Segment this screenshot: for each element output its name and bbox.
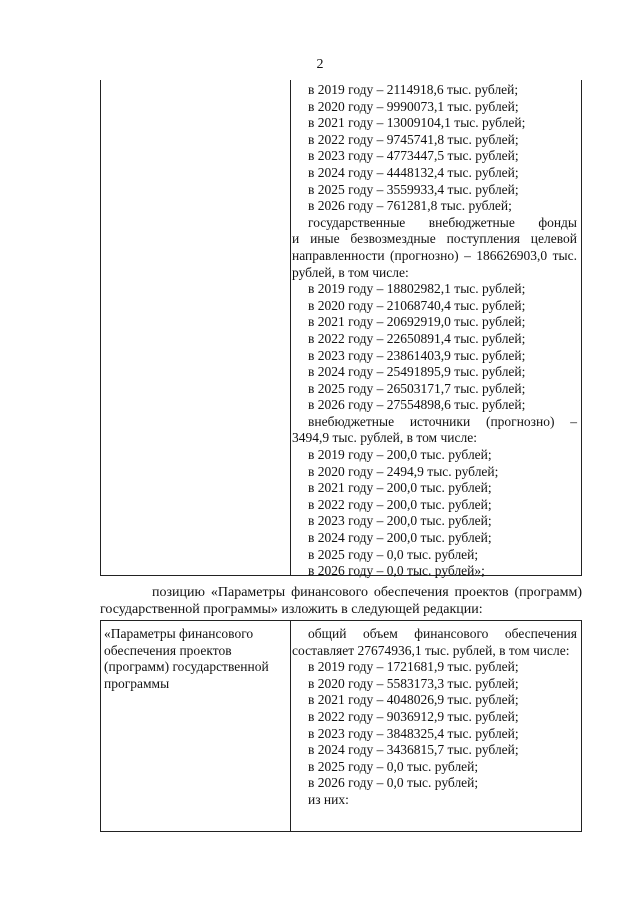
financing-table-continued <box>100 80 582 579</box>
column-divider <box>290 621 291 831</box>
text-line: программы <box>104 675 170 691</box>
text-line: в 2022 году – 9036912,9 тыс. рублей; <box>308 708 519 724</box>
amendment-paragraph <box>100 584 582 618</box>
text-line: в 2020 году – 9990073,1 тыс. рублей; <box>308 98 519 114</box>
text-line: в 2023 году – 3848325,4 тыс. рублей; <box>308 725 519 741</box>
text-line: составляет 27674936,1 тыс. рублей, в том числе: <box>292 642 570 658</box>
text-line: в 2019 году – 2114918,6 тыс. рублей; <box>308 82 519 97</box>
text-line: в 2020 году – 5583173,3 тыс. рублей; <box>308 675 519 691</box>
text-line: в 2026 году – 27554898,6 тыс. рублей; <box>308 397 526 413</box>
paragraph-line-2: государственной программы» изложить в следующей редакции: <box>100 602 483 617</box>
text-line: в 2020 году – 21068740,4 тыс. рублей; <box>308 297 526 313</box>
text-line: в 2023 году – 4773447,5 тыс. рублей; <box>308 148 519 164</box>
text-line: в 2026 году – 761281,8 тыс. рублей; <box>308 198 512 214</box>
text-line: в 2021 году – 200,0 тыс. рублей; <box>308 480 492 496</box>
text-line: в 2022 году – 22650891,4 тыс. рублей; <box>308 330 526 346</box>
text-line: в 2024 году – 200,0 тыс. рублей; <box>308 530 492 546</box>
text-line: в 2021 году – 20692919,0 тыс. рублей; <box>308 314 526 330</box>
text-line: в 2022 году – 200,0 тыс. рублей; <box>308 496 492 512</box>
paragraph-line-1: позицию «Параметры финансового обеспечения проектов (программ) <box>152 585 582 600</box>
text-line: в 2020 году – 2494,9 тыс. рублей; <box>308 463 499 479</box>
page-number: 2 <box>316 57 324 72</box>
table-right-cell <box>292 82 577 580</box>
text-line: в 2021 году – 4048026,9 тыс. рублей; <box>308 692 519 708</box>
text-line: в 2022 году – 9745741,8 тыс. рублей; <box>308 131 519 147</box>
text-line: в 2019 году – 18802982,1 тыс. рублей; <box>308 281 526 297</box>
column-divider <box>290 80 291 575</box>
text-line: в 2025 году – 0,0 тыс. рублей; <box>308 758 479 774</box>
text-line: в 2025 году – 0,0 тыс. рублей; <box>308 546 479 562</box>
text-line: в 2024 году – 25491895,9 тыс. рублей; <box>308 364 526 380</box>
text-line: в 2023 году – 200,0 тыс. рублей; <box>308 513 492 529</box>
text-line: в 2019 году – 200,0 тыс. рублей; <box>308 447 492 463</box>
text-line: 3494,9 тыс. рублей, в том числе: <box>292 430 477 446</box>
text-line: в 2025 году – 3559933,4 тыс. рублей; <box>308 181 519 197</box>
text-line: в 2026 году – 0,0 тыс. рублей; <box>308 775 479 791</box>
text-line: (программ) государственной <box>104 659 269 675</box>
text-line: в 2025 году – 26503171,7 тыс. рублей; <box>308 380 526 396</box>
table-right-cell <box>292 626 577 809</box>
text-line: из них: <box>308 791 349 807</box>
text-line: и иные безвозмездные поступления целевой <box>292 231 577 247</box>
text-line: в 2024 году – 4448132,4 тыс. рублей; <box>308 164 519 180</box>
text-line: общий объем финансового обеспечения <box>308 626 577 641</box>
text-line: в 2024 году – 3436815,7 тыс. рублей; <box>308 742 519 758</box>
text-line: в 2021 году – 13009104,1 тыс. рублей; <box>308 115 526 131</box>
text-line: в 2023 году – 23861403,9 тыс. рублей; <box>308 347 526 363</box>
text-line: «Параметры финансового <box>104 626 254 641</box>
text-line: в 2026 году – 0,0 тыс. рублей»; <box>308 563 485 579</box>
text-line: обеспечения проектов <box>104 642 232 658</box>
text-line: государственные внебюджетные фонды <box>308 214 577 230</box>
text-line: рублей, в том числе: <box>292 264 409 280</box>
text-line: в 2019 году – 1721681,9 тыс. рублей; <box>308 659 519 675</box>
table-left-cell <box>104 626 286 692</box>
text-line: внебюджетные источники (прогнозно) – <box>308 413 577 429</box>
text-line: направленности (прогнозно) – 186626903,0 тыс. <box>292 247 577 263</box>
project-financing-table <box>100 620 582 832</box>
